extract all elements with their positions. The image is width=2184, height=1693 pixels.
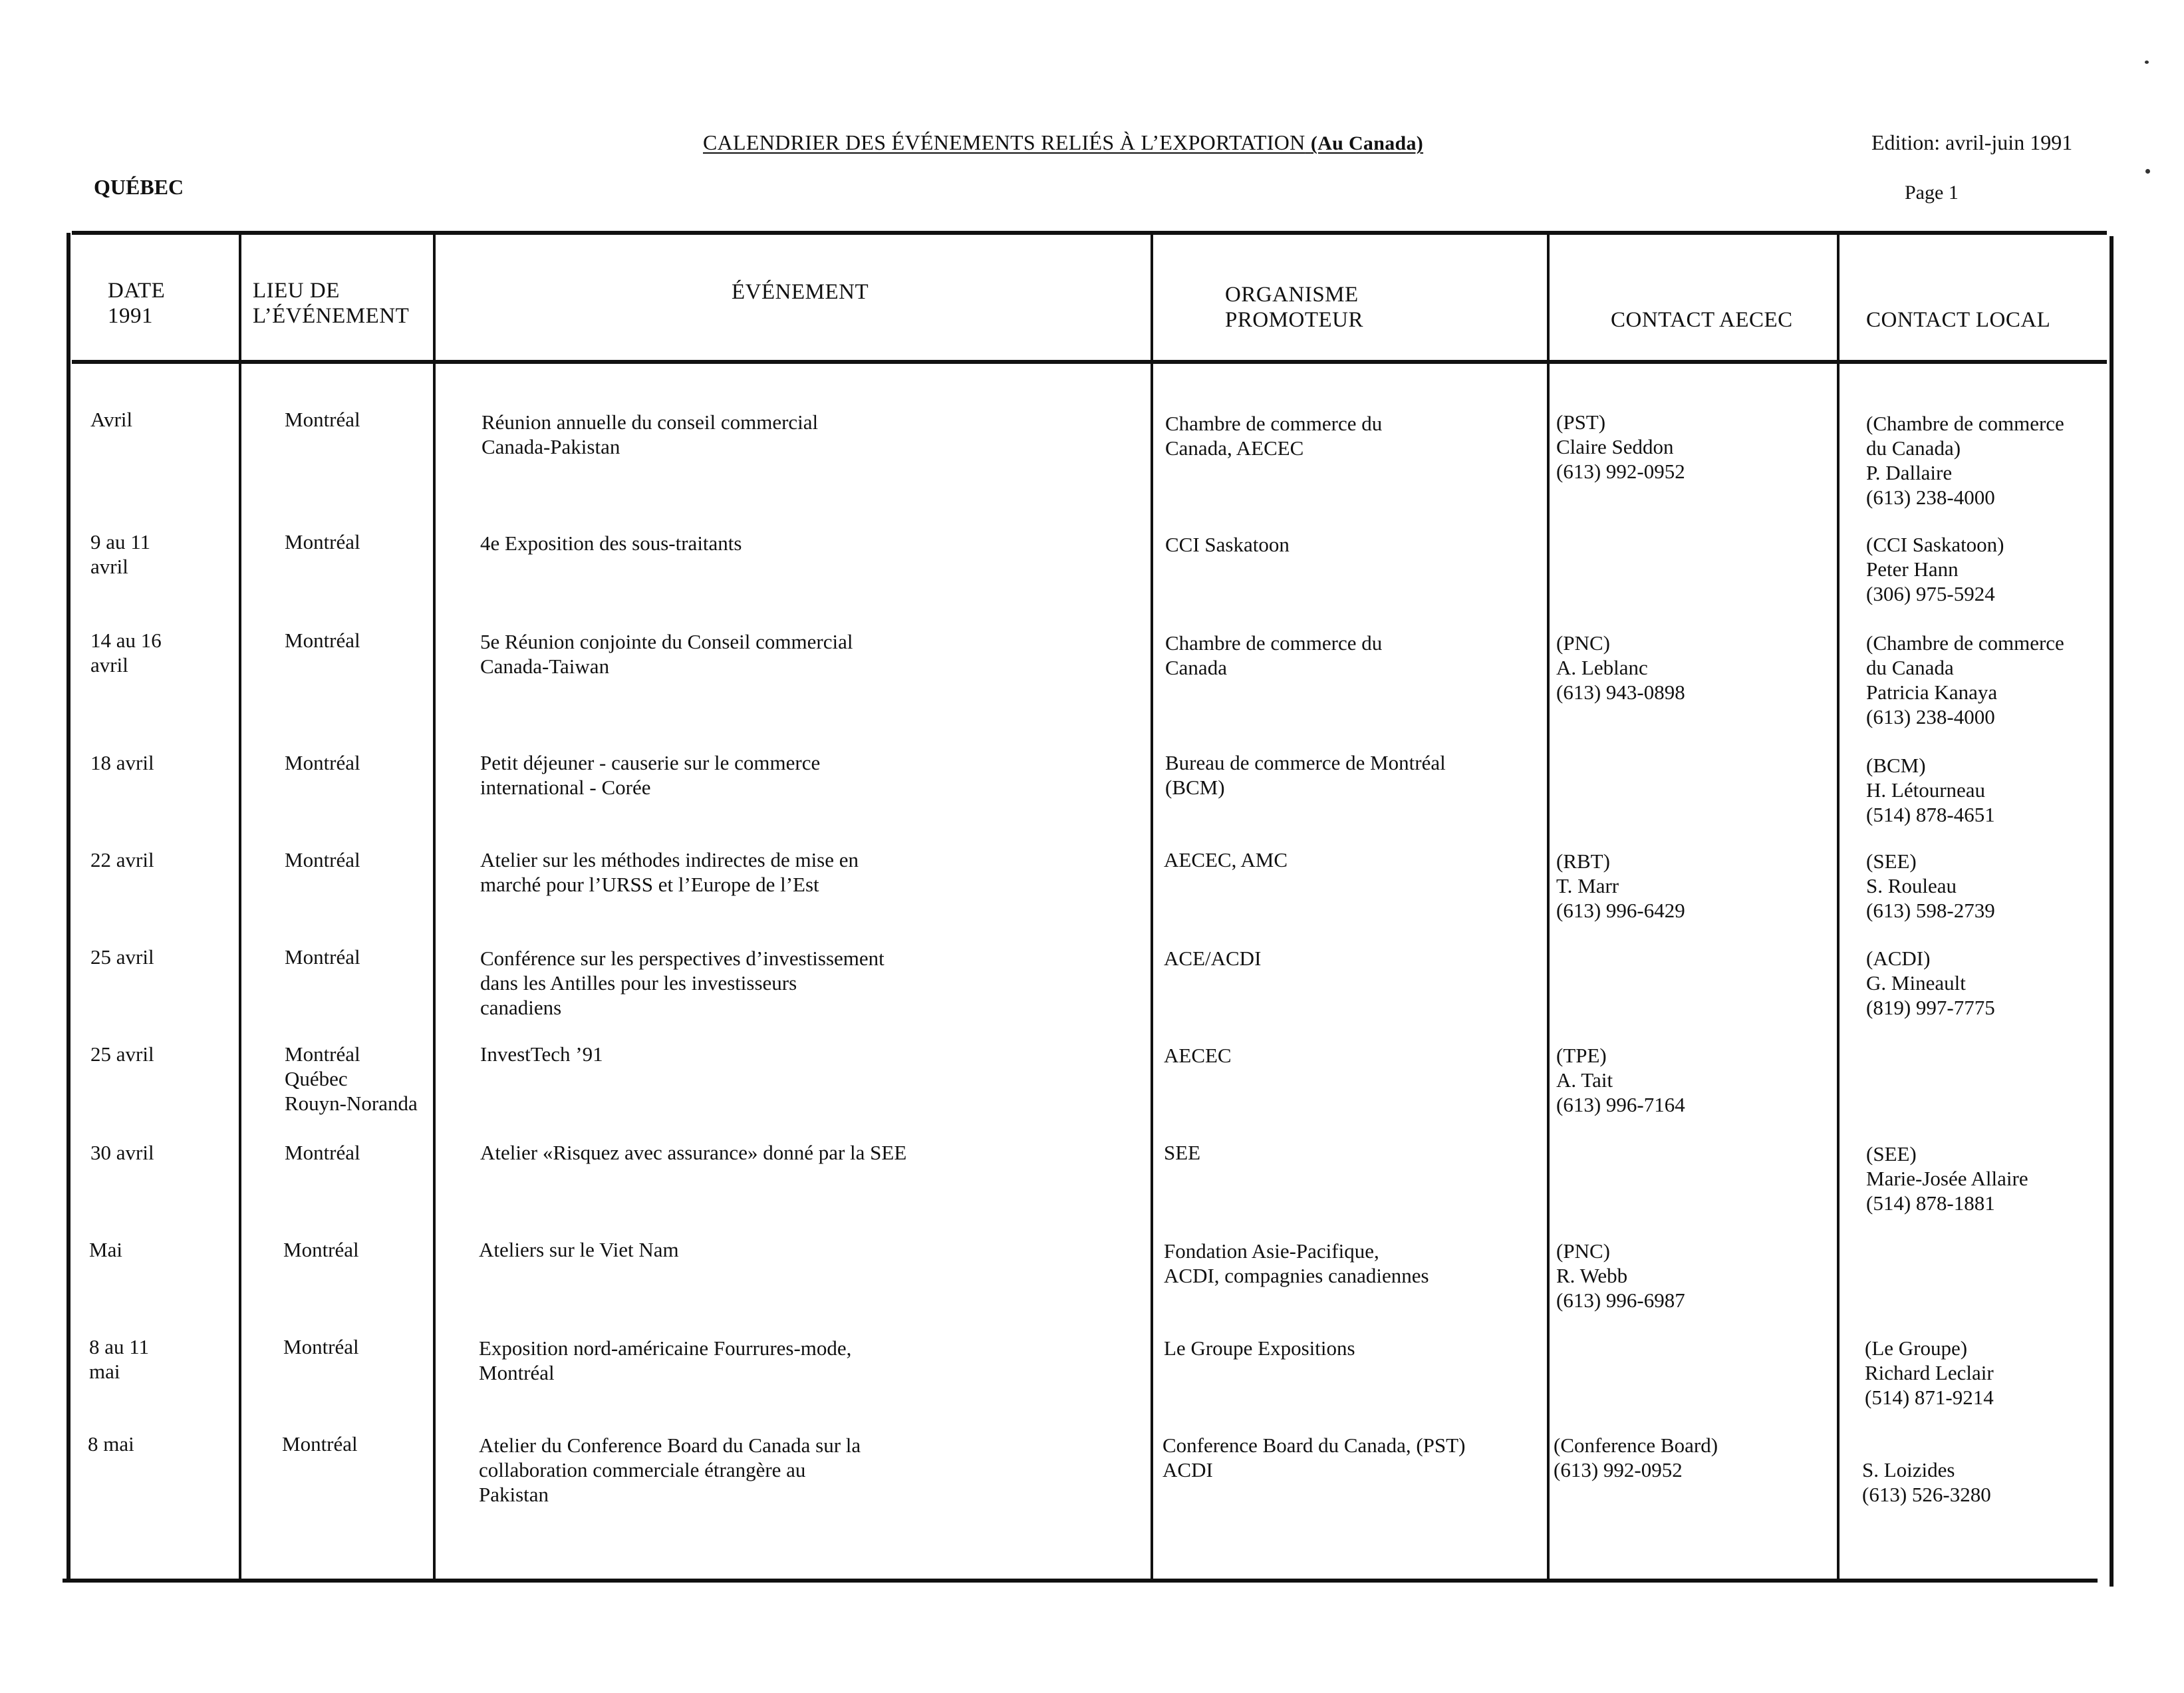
cell-evenement: Atelier sur les méthodes indirectes de mise en marché pour l’URSS et l’Europe de l’Est: [480, 848, 859, 896]
cell-contact-local: (SEE) Marie-Josée Allaire (514) 878-1881: [1866, 1142, 2028, 1215]
cell-lieu: Montréal: [285, 751, 360, 774]
cell-evenement: InvestTech ’91: [480, 1042, 603, 1066]
cell-evenement: Exposition nord-américaine Fourrures-mode, Montréal: [479, 1336, 852, 1384]
column-header-contact-aecec: CONTACT AECEC: [1611, 308, 1793, 332]
cell-evenement: Réunion annuelle du conseil commercial Canada-Pakistan: [481, 410, 819, 458]
column-header-contact-local: CONTACT LOCAL: [1866, 308, 2051, 332]
cell-contact-local: (Chambre de commerce du Canada Patricia Kanaya (613) 238-4000: [1866, 631, 2064, 728]
column-divider: [1837, 233, 1840, 1582]
cell-evenement: 5e Réunion conjointe du Conseil commercial Canada-Taiwan: [480, 630, 853, 678]
cell-contact-local: (BCM) H. Létourneau (514) 878-4651: [1866, 754, 1995, 826]
edition-label: Edition: avril-juin 1991: [1871, 130, 2073, 154]
cell-contact-local: (Le Groupe) Richard Leclair (514) 871-9214: [1865, 1336, 1994, 1409]
cell-date: 25 avril: [90, 945, 154, 969]
cell-date: 14 au 16 avril: [90, 629, 162, 677]
cell-contact-local: S. Loizides (613) 526-3280: [1862, 1458, 1991, 1506]
column-divider: [239, 233, 241, 1582]
table-top-rule: [72, 231, 2107, 235]
page-title: [703, 130, 1423, 155]
cell-date: Mai: [89, 1238, 122, 1261]
cell-date: 8 au 11 mai: [89, 1335, 150, 1383]
column-header-date: DATE 1991: [108, 279, 166, 328]
cell-contact-local: (CCI Saskatoon) Peter Hann (306) 975-5924: [1866, 533, 2004, 605]
table-left-border: [67, 233, 70, 1582]
cell-contact-aecec: (PNC) R. Webb (613) 996-6987: [1556, 1239, 1685, 1312]
table-right-border: [2110, 236, 2114, 1587]
cell-date: 22 avril: [90, 848, 154, 871]
table-bottom-rule: [63, 1579, 2098, 1583]
cell-date: Avril: [90, 408, 133, 431]
cell-contact-local: (Chambre de commerce du Canada) P. Dallaire (613) 238-4000: [1866, 412, 2064, 509]
column-header-lieu: LIEU DE L’ÉVÉNEMENT: [253, 279, 410, 328]
column-header-organisme: ORGANISME PROMOTEUR: [1225, 283, 1364, 332]
cell-contact-aecec: (Conference Board) (613) 992-0952: [1554, 1434, 1718, 1481]
cell-organisme: AECEC, AMC: [1164, 848, 1288, 871]
cell-contact-aecec: (PNC) A. Leblanc (613) 943-0898: [1556, 631, 1685, 704]
column-divider: [1151, 233, 1153, 1582]
cell-lieu: Montréal: [285, 1141, 360, 1164]
cell-evenement: Petit déjeuner - causerie sur le commerce international - Corée: [480, 751, 821, 799]
cell-lieu: Montréal: [285, 530, 360, 553]
title-suffix: (Au Canada): [1310, 132, 1424, 154]
cell-organisme: Conference Board du Canada, (PST) ACDI: [1162, 1434, 1466, 1481]
cell-contact-local: (ACDI) G. Mineault (819) 997-7775: [1866, 947, 1995, 1019]
cell-evenement: Atelier du Conference Board du Canada sur la collaboration commerciale étrangère au Pakistan: [479, 1434, 861, 1506]
column-header-evenement: ÉVÉNEMENT: [732, 280, 869, 304]
cell-evenement: Conférence sur les perspectives d’investissement dans les Antilles pour les investisseurs canadiens: [480, 947, 885, 1019]
cell-date: 30 avril: [90, 1141, 154, 1164]
cell-evenement: Atelier «Risquez avec assurance» donné par la SEE: [480, 1141, 907, 1164]
cell-contact-local: (SEE) S. Rouleau (613) 598-2739: [1866, 849, 1995, 922]
header-bottom-rule: [72, 360, 2107, 364]
cell-lieu: Montréal: [285, 848, 360, 871]
cell-organisme: Chambre de commerce du Canada, AECEC: [1165, 412, 1383, 460]
cell-organisme: SEE: [1164, 1141, 1201, 1164]
cell-lieu: Montréal: [283, 1238, 359, 1261]
cell-organisme: Chambre de commerce du Canada: [1165, 631, 1383, 679]
cell-contact-aecec: (RBT) T. Marr (613) 996-6429: [1556, 849, 1685, 922]
cell-date: 25 avril: [90, 1042, 154, 1066]
cell-organisme: ACE/ACDI: [1164, 947, 1262, 970]
cell-organisme: CCI Saskatoon: [1165, 533, 1290, 556]
cell-evenement: 4e Exposition des sous-traitants: [480, 532, 742, 555]
page-number: Page 1: [1905, 182, 1959, 204]
cell-lieu: Montréal: [285, 629, 360, 652]
cell-lieu: Montréal Québec Rouyn-Noranda: [285, 1042, 418, 1115]
cell-date: 8 mai: [88, 1432, 134, 1456]
cell-organisme: AECEC: [1164, 1044, 1232, 1067]
scan-speck: [2145, 169, 2150, 174]
cell-contact-aecec: (PST) Claire Seddon (613) 992-0952: [1556, 410, 1685, 483]
column-divider: [1547, 233, 1550, 1582]
cell-lieu: Montréal: [285, 408, 360, 431]
cell-organisme: Fondation Asie-Pacifique, ACDI, compagnies canadiennes: [1164, 1239, 1429, 1287]
cell-date: 18 avril: [90, 751, 154, 774]
cell-lieu: Montréal: [282, 1432, 358, 1456]
region-label: QUÉBEC: [94, 175, 184, 199]
cell-date: 9 au 11 avril: [90, 530, 151, 578]
cell-lieu: Montréal: [285, 945, 360, 969]
cell-organisme: Le Groupe Expositions: [1164, 1336, 1355, 1360]
title-main: CALENDRIER DES ÉVÉNEMENTS RELIÉS À L’EXPORTATION: [703, 130, 1305, 154]
cell-evenement: Ateliers sur le Viet Nam: [479, 1238, 679, 1261]
column-divider: [433, 233, 436, 1582]
scan-speck: [2145, 61, 2149, 64]
cell-organisme: Bureau de commerce de Montréal (BCM): [1165, 751, 1446, 799]
cell-contact-aecec: (TPE) A. Tait (613) 996-7164: [1556, 1044, 1685, 1116]
cell-lieu: Montréal: [283, 1335, 359, 1358]
